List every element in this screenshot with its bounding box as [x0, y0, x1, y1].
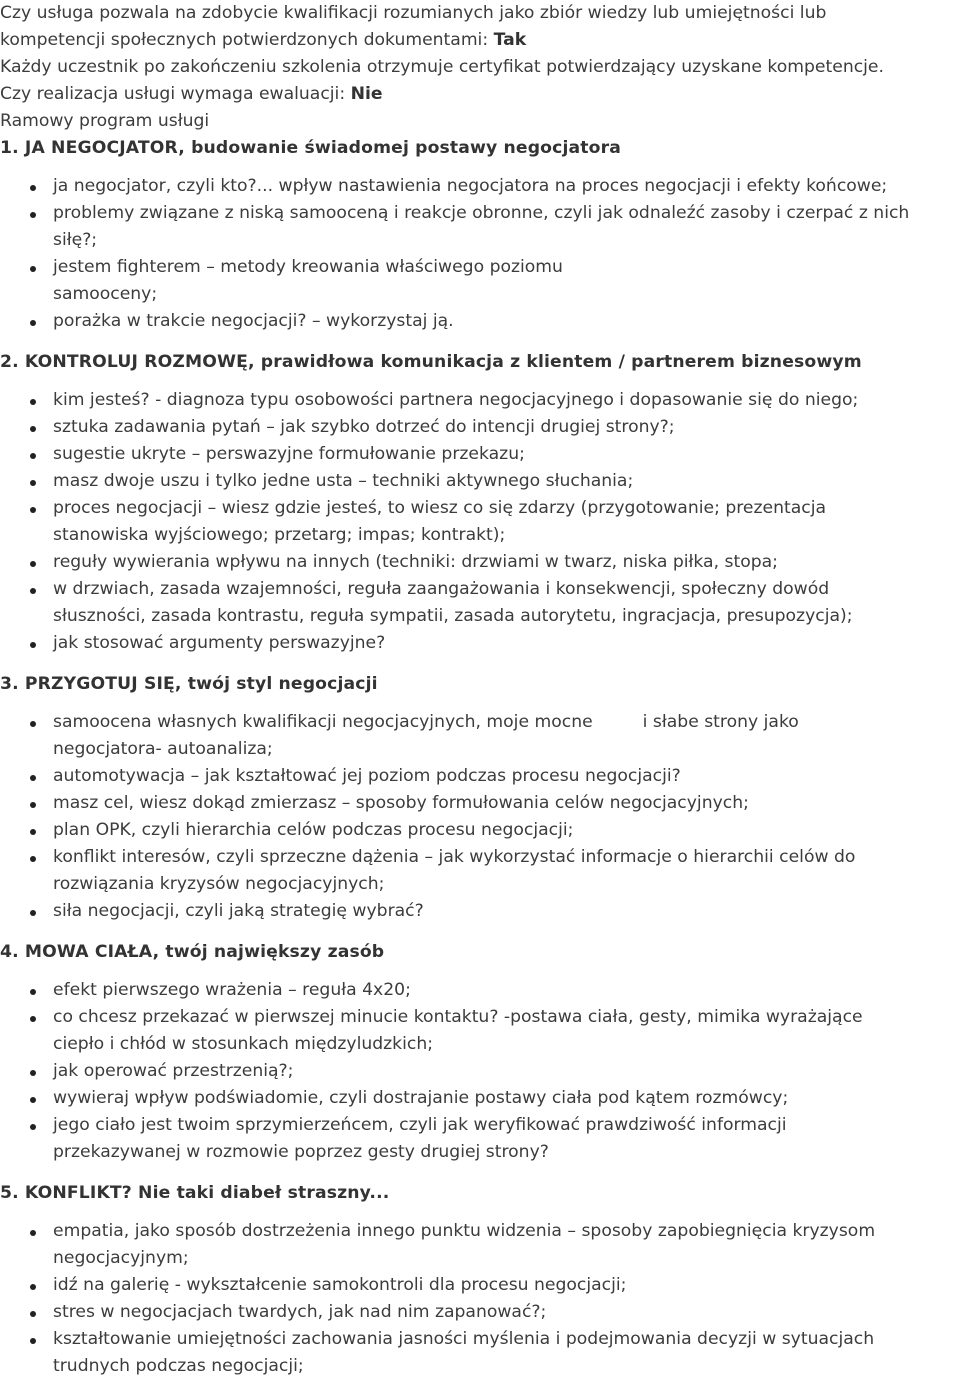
list-item: ja negocjator, czyli kto?... wpływ nastawienia negocjatora na proces negocjacji i efekty końcowe;	[0, 173, 960, 200]
list-item: masz cel, wiesz dokąd zmierzasz – sposoby formułowania celów negocjacyjnych;	[0, 790, 960, 817]
list-item: proces negocjacji – wiesz gdzie jesteś, to wiesz co się zdarzy (przygotowanie; prezentacja stanowiska wyjściowego; przetarg; impas; kontrakt);	[0, 495, 907, 549]
list-item-text: i słabe strony jako	[642, 712, 799, 732]
list-item-text: negocjatora- autoanaliza;	[53, 739, 273, 759]
list-item: kim jesteś? - diagnoza typu osobowości partnera negocjacyjnego i dopasowanie się do niego;	[0, 387, 960, 414]
section-5-list	[0, 1218, 960, 1380]
qualification-question-cont	[0, 27, 960, 54]
list-item	[0, 709, 960, 763]
list-item: efekt pierwszego wrażenia – reguła 4x20;	[0, 977, 960, 1004]
qualification-answer: Tak	[493, 30, 527, 50]
list-item: reguły wywierania wpływu na innych (techniki: drzwiami w twarz, niska piłka, stopa;	[0, 549, 960, 576]
evaluation-question	[0, 81, 960, 108]
section-4-title: 4. MOWA CIAŁA, twój największy zasób	[0, 942, 385, 962]
list-item: sugestie ukryte – perswazyjne formułowanie przekazu;	[0, 441, 960, 468]
section-4-list	[0, 977, 960, 1166]
list-item: jestem fighterem – metody kreowania właściwego poziomu samooceny;	[0, 254, 617, 308]
list-item: w drzwiach, zasada wzajemności, reguła zaangażowania i konsekwencji, społeczny dowód słuszności, zasada kontrastu, reguła sympatii, zasada autorytetu, ingracjacja, presupozycja);	[0, 576, 912, 630]
list-item: kształtowanie umiejętności zachowania jasności myślenia i podejmowania decyzji w sytuacjach trudnych podczas negocjacji;	[0, 1326, 927, 1380]
section-3-list	[0, 709, 960, 925]
list-item: sztuka zadawania pytań – jak szybko dotrzeć do intencji drugiej strony?;	[0, 414, 960, 441]
list-item: idź na galerię - wykształcenie samokontroli dla procesu negocjacji;	[0, 1272, 960, 1299]
list-item: siła negocjacji, czyli jaką strategię wybrać?	[0, 898, 960, 925]
section-5-title: 5. KONFLIKT? Nie taki diabeł straszny...	[0, 1183, 390, 1203]
section-2-list	[0, 387, 960, 657]
list-item: jak stosować argumenty perswazyjne?	[0, 630, 960, 657]
list-item: plan OPK, czyli hierarchia celów podczas procesu negocjacji;	[0, 817, 960, 844]
list-item: co chcesz przekazać w pierwszej minucie kontaktu? -postawa ciała, gesty, mimika wyrażające ciepło i chłód w stosunkach międzyludzkich;	[0, 1004, 917, 1058]
list-item: masz dwoje uszu i tylko jedne usta – techniki aktywnego słuchania;	[0, 468, 960, 495]
list-item: problemy związane z niską samooceną i reakcje obronne, czyli jak odnaleźć zasoby i czerpać z nich siłę?;	[0, 200, 917, 254]
qualification-question	[0, 0, 960, 27]
list-item: jak operować przestrzenią?;	[0, 1058, 960, 1085]
section-3-title: 3. PRZYGOTUJ SIĘ, twój styl negocjacji	[0, 674, 378, 694]
list-item: konflikt interesów, czyli sprzeczne dążenia – jak wykorzystać informacje o hierarchii celów do rozwiązania kryzysów negocjacyjnych;	[0, 844, 917, 898]
evaluation-answer: Nie	[350, 84, 383, 104]
qualification-question-text: Czy usługa pozwala na zdobycie kwalifikacji rozumianych jako zbiór wiedzy lub umiejętności lub	[0, 3, 827, 23]
program-label: Ramowy program usługi	[0, 111, 210, 131]
list-item: stres w negocjacjach twardych, jak nad nim zapanować?;	[0, 1299, 960, 1326]
qualification-question-text-cont: kompetencji społecznych potwierdzonych dokumentami:	[0, 30, 489, 50]
list-item: empatia, jako sposób dostrzeżenia innego punktu widzenia – sposoby zapobiegnięcia kryzysom negocjacyjnym;	[0, 1218, 937, 1272]
list-item: porażka w trakcie negocjacji? – wykorzystaj ją.	[0, 308, 960, 335]
list-item: jego ciało jest twoim sprzymierzeńcem, czyli jak weryfikować prawdziwość informacji przekazywanej w rozmowie poprzez gesty drugiej strony?	[0, 1112, 847, 1166]
certificate-note: Każdy uczestnik po zakończeniu szkolenia otrzymuje certyfikat potwierdzający uzyskane kompetencje.	[0, 57, 884, 77]
section-1-list	[0, 173, 960, 335]
list-item-text: samoocena własnych kwalifikacji negocjacyjnych, moje mocne	[53, 712, 593, 732]
evaluation-question-text: Czy realizacja usługi wymaga ewaluacji:	[0, 84, 346, 104]
section-1-title: 1. JA NEGOCJATOR, budowanie świadomej postawy negocjatora	[0, 138, 621, 158]
section-2-title: 2. KONTROLUJ ROZMOWĘ, prawidłowa komunikacja z klientem / partnerem biznesowym	[0, 352, 862, 372]
list-item: automotywacja – jak kształtować jej poziom podczas procesu negocjacji?	[0, 763, 960, 790]
list-item: wywieraj wpływ podświadomie, czyli dostrajanie postawy ciała pod kątem rozmówcy;	[0, 1085, 960, 1112]
